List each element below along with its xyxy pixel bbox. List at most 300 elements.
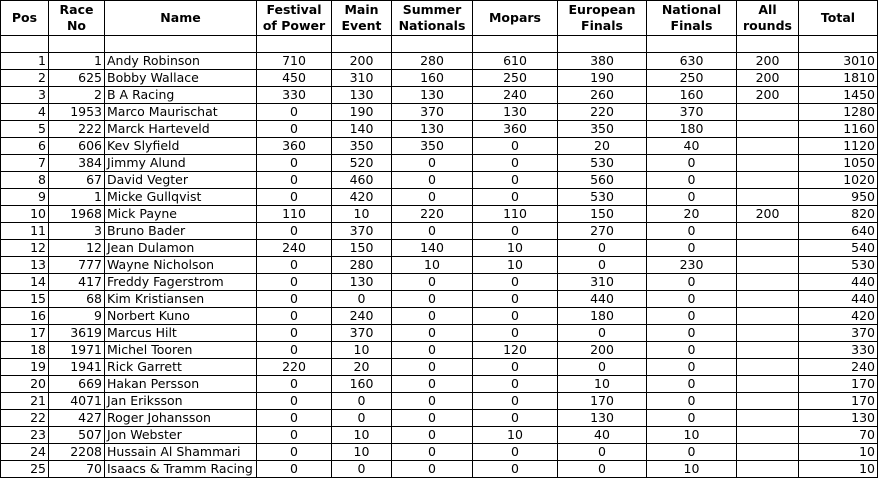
total-cell: 950 <box>799 189 878 206</box>
race-no-cell: 669 <box>49 376 105 393</box>
european-finals-cell: 180 <box>558 308 647 325</box>
header-european-finals: European Finals <box>558 1 647 36</box>
table-row <box>1 461 878 478</box>
total-cell: 330 <box>799 342 878 359</box>
summer-nationals-cell: 0 <box>392 376 473 393</box>
table-row <box>1 274 878 291</box>
festival-of-power-cell: 0 <box>257 189 332 206</box>
mopars-cell: 360 <box>473 121 558 138</box>
mopars-cell: 0 <box>473 461 558 478</box>
name-cell: Marco Maurischat <box>105 104 257 121</box>
total-cell: 10 <box>799 461 878 478</box>
main-event-cell: 370 <box>332 325 392 342</box>
all-rounds-cell <box>737 138 799 155</box>
all-rounds-cell <box>737 308 799 325</box>
pos-cell: 25 <box>1 461 49 478</box>
all-rounds-cell <box>737 121 799 138</box>
table-row <box>1 325 878 342</box>
mopars-cell: 0 <box>473 393 558 410</box>
table-row <box>1 70 878 87</box>
spacer-cell <box>105 36 257 53</box>
pos-cell: 17 <box>1 325 49 342</box>
festival-of-power-cell: 220 <box>257 359 332 376</box>
pos-cell: 21 <box>1 393 49 410</box>
table-row <box>1 189 878 206</box>
mopars-cell: 0 <box>473 172 558 189</box>
festival-of-power-cell: 360 <box>257 138 332 155</box>
mopars-cell: 610 <box>473 53 558 70</box>
festival-of-power-cell: 0 <box>257 444 332 461</box>
pos-cell: 12 <box>1 240 49 257</box>
header-main-event: Main Event <box>332 1 392 36</box>
header-national-finals: National Finals <box>647 1 737 36</box>
race-no-cell: 1968 <box>49 206 105 223</box>
national-finals-cell: 0 <box>647 342 737 359</box>
main-event-cell: 10 <box>332 342 392 359</box>
summer-nationals-cell: 0 <box>392 325 473 342</box>
race-no-cell: 1971 <box>49 342 105 359</box>
all-rounds-cell <box>737 291 799 308</box>
table-row <box>1 359 878 376</box>
header-total: Total <box>799 1 878 36</box>
national-finals-cell: 0 <box>647 223 737 240</box>
all-rounds-cell <box>737 274 799 291</box>
name-cell: Rick Garrett <box>105 359 257 376</box>
total-cell: 1810 <box>799 70 878 87</box>
summer-nationals-cell: 130 <box>392 87 473 104</box>
pos-cell: 2 <box>1 70 49 87</box>
main-event-cell: 130 <box>332 274 392 291</box>
name-cell: B A Racing <box>105 87 257 104</box>
main-event-cell: 0 <box>332 393 392 410</box>
name-cell: Freddy Fagerstrom <box>105 274 257 291</box>
pos-cell: 16 <box>1 308 49 325</box>
summer-nationals-cell: 0 <box>392 427 473 444</box>
all-rounds-cell <box>737 325 799 342</box>
table-row <box>1 121 878 138</box>
name-cell: Marcus Hilt <box>105 325 257 342</box>
all-rounds-cell <box>737 342 799 359</box>
race-no-cell: 12 <box>49 240 105 257</box>
race-no-cell: 777 <box>49 257 105 274</box>
mopars-cell: 0 <box>473 308 558 325</box>
mopars-cell: 250 <box>473 70 558 87</box>
main-event-cell: 0 <box>332 461 392 478</box>
national-finals-cell: 180 <box>647 121 737 138</box>
summer-nationals-cell: 280 <box>392 53 473 70</box>
race-no-cell: 417 <box>49 274 105 291</box>
european-finals-cell: 10 <box>558 376 647 393</box>
festival-of-power-cell: 0 <box>257 325 332 342</box>
table-row <box>1 427 878 444</box>
table-row <box>1 223 878 240</box>
all-rounds-cell <box>737 240 799 257</box>
european-finals-cell: 530 <box>558 155 647 172</box>
national-finals-cell: 0 <box>647 308 737 325</box>
name-cell: Michel Tooren <box>105 342 257 359</box>
european-finals-cell: 200 <box>558 342 647 359</box>
name-cell: Marck Harteveld <box>105 121 257 138</box>
spacer-cell <box>49 36 105 53</box>
festival-of-power-cell: 0 <box>257 461 332 478</box>
national-finals-cell: 20 <box>647 206 737 223</box>
national-finals-cell: 0 <box>647 444 737 461</box>
main-event-cell: 200 <box>332 53 392 70</box>
festival-of-power-cell: 0 <box>257 223 332 240</box>
main-event-cell: 0 <box>332 291 392 308</box>
summer-nationals-cell: 0 <box>392 342 473 359</box>
pos-cell: 11 <box>1 223 49 240</box>
spacer-cell <box>332 36 392 53</box>
summer-nationals-cell: 0 <box>392 155 473 172</box>
national-finals-cell: 0 <box>647 359 737 376</box>
national-finals-cell: 0 <box>647 189 737 206</box>
all-rounds-cell <box>737 223 799 240</box>
main-event-cell: 370 <box>332 223 392 240</box>
main-event-cell: 140 <box>332 121 392 138</box>
race-no-cell: 4071 <box>49 393 105 410</box>
all-rounds-cell <box>737 189 799 206</box>
all-rounds-cell: 200 <box>737 87 799 104</box>
summer-nationals-cell: 0 <box>392 393 473 410</box>
mopars-cell: 0 <box>473 325 558 342</box>
summer-nationals-cell: 350 <box>392 138 473 155</box>
summer-nationals-cell: 0 <box>392 189 473 206</box>
name-cell: David Vegter <box>105 172 257 189</box>
total-cell: 640 <box>799 223 878 240</box>
name-cell: Bobby Wallace <box>105 70 257 87</box>
mopars-cell: 0 <box>473 359 558 376</box>
table-row <box>1 155 878 172</box>
total-cell: 130 <box>799 410 878 427</box>
total-cell: 820 <box>799 206 878 223</box>
table-row <box>1 444 878 461</box>
header-summer-nationals: Summer Nationals <box>392 1 473 36</box>
name-cell: Kim Kristiansen <box>105 291 257 308</box>
festival-of-power-cell: 0 <box>257 342 332 359</box>
festival-of-power-cell: 0 <box>257 257 332 274</box>
total-cell: 1450 <box>799 87 878 104</box>
name-cell: Jan Eriksson <box>105 393 257 410</box>
european-finals-cell: 380 <box>558 53 647 70</box>
mopars-cell: 0 <box>473 138 558 155</box>
total-cell: 1050 <box>799 155 878 172</box>
total-cell: 1020 <box>799 172 878 189</box>
summer-nationals-cell: 0 <box>392 444 473 461</box>
total-cell: 10 <box>799 444 878 461</box>
national-finals-cell: 630 <box>647 53 737 70</box>
race-no-cell: 2208 <box>49 444 105 461</box>
summer-nationals-cell: 0 <box>392 410 473 427</box>
mopars-cell: 0 <box>473 223 558 240</box>
race-no-cell: 427 <box>49 410 105 427</box>
european-finals-cell: 190 <box>558 70 647 87</box>
european-finals-cell: 0 <box>558 257 647 274</box>
spacer-cell <box>558 36 647 53</box>
national-finals-cell: 160 <box>647 87 737 104</box>
summer-nationals-cell: 0 <box>392 461 473 478</box>
pos-cell: 13 <box>1 257 49 274</box>
european-finals-cell: 530 <box>558 189 647 206</box>
pos-cell: 1 <box>1 53 49 70</box>
name-cell: Jon Webster <box>105 427 257 444</box>
national-finals-cell: 230 <box>647 257 737 274</box>
all-rounds-cell <box>737 172 799 189</box>
summer-nationals-cell: 160 <box>392 70 473 87</box>
festival-of-power-cell: 0 <box>257 121 332 138</box>
mopars-cell: 0 <box>473 274 558 291</box>
race-no-cell: 3619 <box>49 325 105 342</box>
festival-of-power-cell: 710 <box>257 53 332 70</box>
pos-cell: 24 <box>1 444 49 461</box>
european-finals-cell: 0 <box>558 240 647 257</box>
mopars-cell: 0 <box>473 376 558 393</box>
summer-nationals-cell: 0 <box>392 291 473 308</box>
mopars-cell: 0 <box>473 291 558 308</box>
festival-of-power-cell: 0 <box>257 104 332 121</box>
pos-cell: 6 <box>1 138 49 155</box>
pos-cell: 20 <box>1 376 49 393</box>
header-mopars: Mopars <box>473 1 558 36</box>
main-event-cell: 350 <box>332 138 392 155</box>
main-event-cell: 160 <box>332 376 392 393</box>
national-finals-cell: 0 <box>647 291 737 308</box>
festival-of-power-cell: 0 <box>257 427 332 444</box>
total-cell: 1120 <box>799 138 878 155</box>
race-no-cell: 67 <box>49 172 105 189</box>
spacer-cell <box>737 36 799 53</box>
name-cell: Bruno Bader <box>105 223 257 240</box>
pos-cell: 14 <box>1 274 49 291</box>
festival-of-power-cell: 240 <box>257 240 332 257</box>
spacer-cell <box>647 36 737 53</box>
total-cell: 1160 <box>799 121 878 138</box>
all-rounds-cell <box>737 393 799 410</box>
main-event-cell: 310 <box>332 70 392 87</box>
name-cell: Isaacs & Tramm Racing <box>105 461 257 478</box>
total-cell: 170 <box>799 376 878 393</box>
national-finals-cell: 0 <box>647 393 737 410</box>
national-finals-cell: 0 <box>647 155 737 172</box>
race-no-cell: 384 <box>49 155 105 172</box>
race-no-cell: 1941 <box>49 359 105 376</box>
summer-nationals-cell: 130 <box>392 121 473 138</box>
pos-cell: 3 <box>1 87 49 104</box>
total-cell: 420 <box>799 308 878 325</box>
all-rounds-cell <box>737 155 799 172</box>
summer-nationals-cell: 370 <box>392 104 473 121</box>
european-finals-cell: 0 <box>558 444 647 461</box>
race-no-cell: 1 <box>49 189 105 206</box>
all-rounds-cell <box>737 461 799 478</box>
national-finals-cell: 0 <box>647 376 737 393</box>
main-event-cell: 150 <box>332 240 392 257</box>
main-event-cell: 10 <box>332 427 392 444</box>
spacer-cell <box>473 36 558 53</box>
main-event-cell: 10 <box>332 206 392 223</box>
european-finals-cell: 130 <box>558 410 647 427</box>
name-cell: Roger Johansson <box>105 410 257 427</box>
pos-cell: 19 <box>1 359 49 376</box>
name-cell: Andy Robinson <box>105 53 257 70</box>
mopars-cell: 240 <box>473 87 558 104</box>
total-cell: 170 <box>799 393 878 410</box>
all-rounds-cell <box>737 257 799 274</box>
race-no-cell: 222 <box>49 121 105 138</box>
festival-of-power-cell: 0 <box>257 155 332 172</box>
table-row <box>1 53 878 70</box>
total-cell: 540 <box>799 240 878 257</box>
summer-nationals-cell: 0 <box>392 359 473 376</box>
mopars-cell: 0 <box>473 155 558 172</box>
european-finals-cell: 310 <box>558 274 647 291</box>
header-festival-of-power: Festival of Power <box>257 1 332 36</box>
total-cell: 370 <box>799 325 878 342</box>
header-name: Name <box>105 1 257 36</box>
all-rounds-cell <box>737 104 799 121</box>
summer-nationals-cell: 0 <box>392 274 473 291</box>
european-finals-cell: 170 <box>558 393 647 410</box>
main-event-cell: 460 <box>332 172 392 189</box>
european-finals-cell: 0 <box>558 325 647 342</box>
european-finals-cell: 220 <box>558 104 647 121</box>
european-finals-cell: 40 <box>558 427 647 444</box>
festival-of-power-cell: 0 <box>257 308 332 325</box>
total-cell: 440 <box>799 291 878 308</box>
european-finals-cell: 260 <box>558 87 647 104</box>
festival-of-power-cell: 0 <box>257 393 332 410</box>
table-row <box>1 206 878 223</box>
main-event-cell: 10 <box>332 444 392 461</box>
total-cell: 70 <box>799 427 878 444</box>
all-rounds-cell: 200 <box>737 53 799 70</box>
all-rounds-cell: 200 <box>737 70 799 87</box>
name-cell: Jimmy Alund <box>105 155 257 172</box>
pos-cell: 22 <box>1 410 49 427</box>
spacer-cell <box>392 36 473 53</box>
main-event-cell: 280 <box>332 257 392 274</box>
national-finals-cell: 0 <box>647 240 737 257</box>
mopars-cell: 0 <box>473 444 558 461</box>
national-finals-cell: 0 <box>647 410 737 427</box>
pos-cell: 8 <box>1 172 49 189</box>
table-row <box>1 342 878 359</box>
main-event-cell: 20 <box>332 359 392 376</box>
header-race-no: Race No <box>49 1 105 36</box>
main-event-cell: 240 <box>332 308 392 325</box>
european-finals-cell: 20 <box>558 138 647 155</box>
summer-nationals-cell: 0 <box>392 223 473 240</box>
festival-of-power-cell: 330 <box>257 87 332 104</box>
european-finals-cell: 0 <box>558 359 647 376</box>
pos-cell: 23 <box>1 427 49 444</box>
all-rounds-cell <box>737 444 799 461</box>
pos-cell: 18 <box>1 342 49 359</box>
name-cell: Norbert Kuno <box>105 308 257 325</box>
european-finals-cell: 560 <box>558 172 647 189</box>
national-finals-cell: 250 <box>647 70 737 87</box>
name-cell: Kev Slyfield <box>105 138 257 155</box>
name-cell: Jean Dulamon <box>105 240 257 257</box>
spacer-cell <box>799 36 878 53</box>
race-no-cell: 68 <box>49 291 105 308</box>
table-row <box>1 87 878 104</box>
header-pos: Pos <box>1 1 49 36</box>
table-row <box>1 410 878 427</box>
mopars-cell: 130 <box>473 104 558 121</box>
total-cell: 530 <box>799 257 878 274</box>
mopars-cell: 120 <box>473 342 558 359</box>
all-rounds-cell <box>737 410 799 427</box>
festival-of-power-cell: 0 <box>257 410 332 427</box>
summer-nationals-cell: 0 <box>392 308 473 325</box>
race-no-cell: 1953 <box>49 104 105 121</box>
main-event-cell: 420 <box>332 189 392 206</box>
table-row <box>1 257 878 274</box>
mopars-cell: 0 <box>473 410 558 427</box>
pos-cell: 10 <box>1 206 49 223</box>
festival-of-power-cell: 0 <box>257 291 332 308</box>
festival-of-power-cell: 110 <box>257 206 332 223</box>
table-row <box>1 393 878 410</box>
name-cell: Wayne Nicholson <box>105 257 257 274</box>
national-finals-cell: 0 <box>647 172 737 189</box>
race-no-cell: 507 <box>49 427 105 444</box>
all-rounds-cell: 200 <box>737 206 799 223</box>
race-no-cell: 606 <box>49 138 105 155</box>
summer-nationals-cell: 140 <box>392 240 473 257</box>
spacer-cell <box>257 36 332 53</box>
all-rounds-cell <box>737 376 799 393</box>
race-no-cell: 70 <box>49 461 105 478</box>
all-rounds-cell <box>737 359 799 376</box>
main-event-cell: 520 <box>332 155 392 172</box>
summer-nationals-cell: 220 <box>392 206 473 223</box>
festival-of-power-cell: 0 <box>257 172 332 189</box>
european-finals-cell: 350 <box>558 121 647 138</box>
festival-of-power-cell: 450 <box>257 70 332 87</box>
table-row <box>1 172 878 189</box>
table-row <box>1 138 878 155</box>
name-cell: Hakan Persson <box>105 376 257 393</box>
mopars-cell: 110 <box>473 206 558 223</box>
mopars-cell: 10 <box>473 427 558 444</box>
mopars-cell: 10 <box>473 257 558 274</box>
european-finals-cell: 270 <box>558 223 647 240</box>
main-event-cell: 0 <box>332 410 392 427</box>
spacer-cell <box>1 36 49 53</box>
total-cell: 240 <box>799 359 878 376</box>
festival-of-power-cell: 0 <box>257 274 332 291</box>
national-finals-cell: 40 <box>647 138 737 155</box>
pos-cell: 5 <box>1 121 49 138</box>
race-no-cell: 1 <box>49 53 105 70</box>
race-no-cell: 9 <box>49 308 105 325</box>
national-finals-cell: 0 <box>647 325 737 342</box>
summer-nationals-cell: 0 <box>392 172 473 189</box>
european-finals-cell: 150 <box>558 206 647 223</box>
national-finals-cell: 0 <box>647 274 737 291</box>
pos-cell: 4 <box>1 104 49 121</box>
race-no-cell: 625 <box>49 70 105 87</box>
national-finals-cell: 370 <box>647 104 737 121</box>
pos-cell: 15 <box>1 291 49 308</box>
spacer-row <box>1 36 878 53</box>
table-row <box>1 240 878 257</box>
header-all-rounds: All rounds <box>737 1 799 36</box>
name-cell: Hussain Al Shammari <box>105 444 257 461</box>
pos-cell: 9 <box>1 189 49 206</box>
